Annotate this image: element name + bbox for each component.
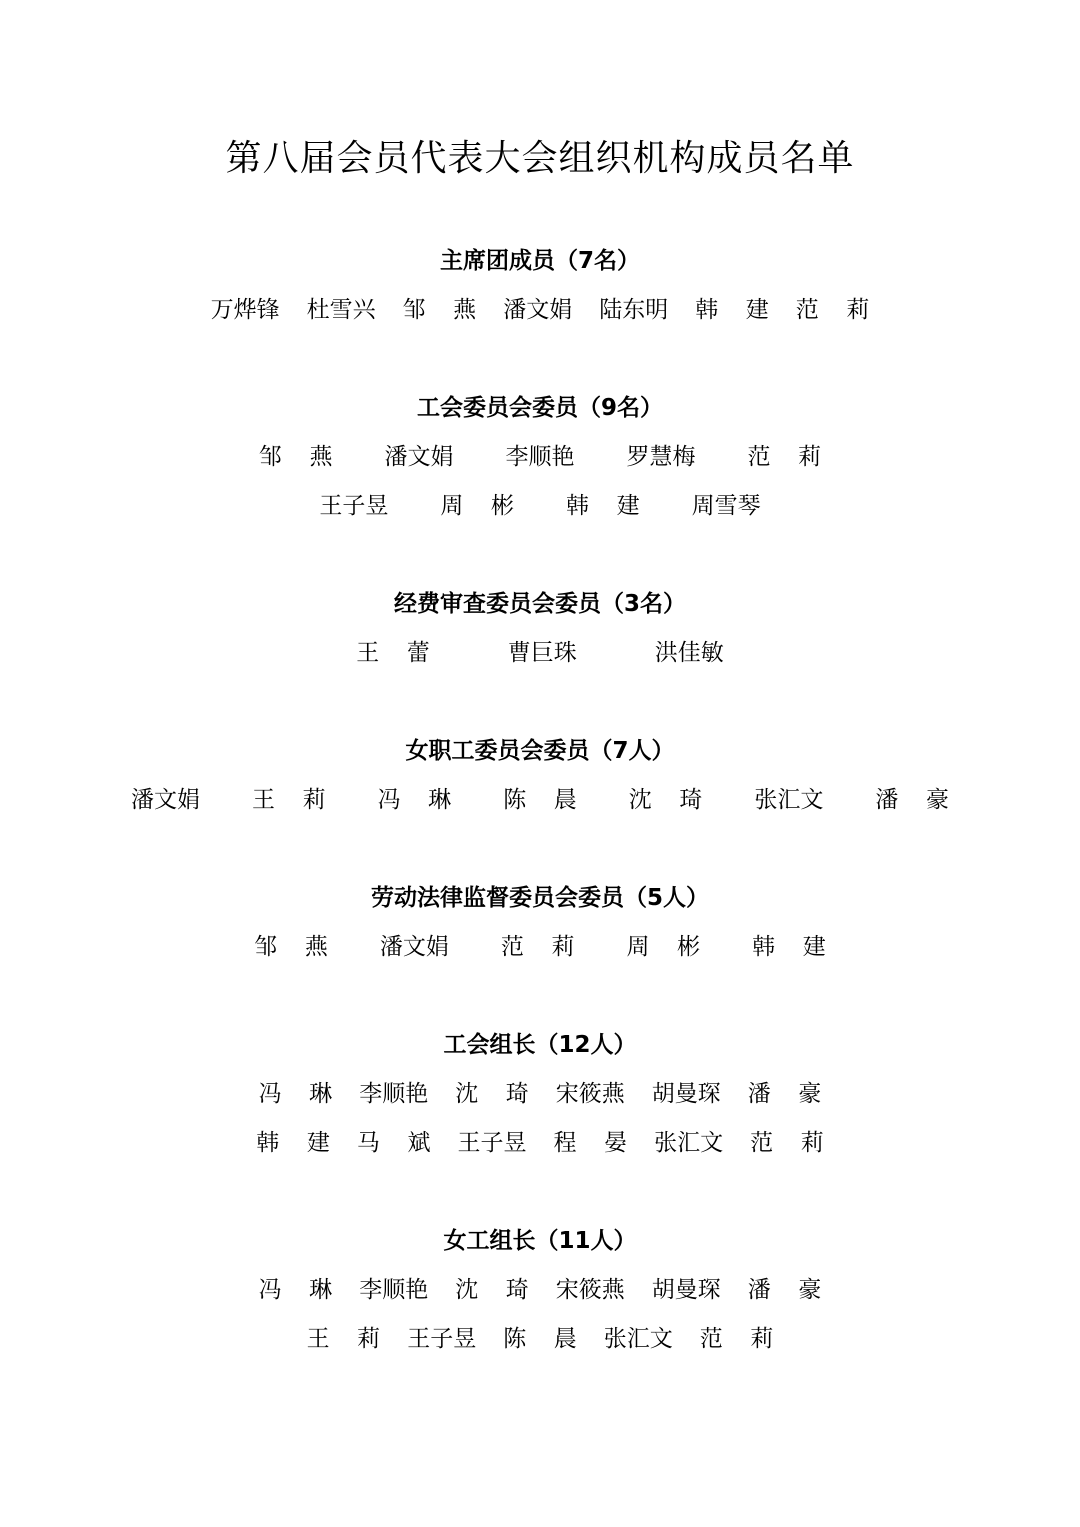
section-heading-committee: 工会委员会委员（9名） bbox=[416, 395, 663, 421]
section-row-group-leaders-2 bbox=[0, 1128, 1080, 1158]
section-row-committee-2 bbox=[0, 491, 1080, 521]
member-name: 邹燕 bbox=[254, 934, 356, 960]
member-name: 冯琳 bbox=[377, 787, 479, 813]
section-row-labor-law bbox=[0, 932, 1080, 962]
member-name: 潘豪 bbox=[747, 1081, 849, 1107]
member-name: 张汇文 bbox=[603, 1326, 673, 1352]
member-name: 曹巨珠 bbox=[507, 640, 577, 666]
section-heading-audit: 经费审查委员会委员（3名） bbox=[393, 591, 686, 617]
member-name: 潘文娟 bbox=[384, 444, 454, 470]
member-name: 宋筱燕 bbox=[555, 1081, 625, 1107]
member-name: 周彬 bbox=[440, 493, 542, 519]
section-heading-women-committee: 女职工委员会委员（7人） bbox=[405, 738, 675, 764]
member-name: 邹燕 bbox=[258, 444, 361, 470]
section-heading-presidium: 主席团成员（7名） bbox=[439, 248, 640, 274]
section-row-women-committee bbox=[0, 785, 1080, 815]
member-name: 王子昱 bbox=[457, 1130, 527, 1156]
member-name: 潘豪 bbox=[875, 787, 977, 813]
page-title: 第八届会员代表大会组织机构成员名单 bbox=[225, 138, 855, 179]
member-name: 胡曼琛 bbox=[651, 1277, 721, 1303]
section-row-women-group-leaders-1 bbox=[0, 1275, 1080, 1305]
member-name: 韩建 bbox=[566, 493, 668, 519]
member-name: 张汇文 bbox=[754, 787, 824, 813]
member-name: 李顺艳 bbox=[359, 1081, 429, 1107]
section-row-women-group-leaders-2 bbox=[0, 1324, 1080, 1354]
section-row-committee-1 bbox=[0, 442, 1080, 472]
member-name: 潘文娟 bbox=[379, 934, 449, 960]
member-name: 范莉 bbox=[500, 934, 603, 960]
member-name: 王莉 bbox=[306, 1326, 408, 1352]
member-name: 李顺艳 bbox=[505, 444, 575, 470]
member-name: 王蕾 bbox=[356, 640, 458, 666]
member-name: 范莉 bbox=[795, 297, 897, 323]
member-name: 周雪琴 bbox=[691, 493, 761, 519]
member-name: 韩建 bbox=[695, 297, 797, 323]
member-name: 胡曼琛 bbox=[651, 1081, 721, 1107]
member-name: 冯琳 bbox=[258, 1277, 360, 1303]
member-name: 李顺艳 bbox=[359, 1277, 429, 1303]
section-row-presidium bbox=[0, 295, 1080, 325]
member-name: 沈琦 bbox=[455, 1277, 557, 1303]
member-name: 程晏 bbox=[553, 1130, 655, 1156]
member-name: 张汇文 bbox=[654, 1130, 724, 1156]
member-name: 韩建 bbox=[752, 934, 854, 960]
section-row-audit bbox=[0, 638, 1080, 668]
member-name: 周彬 bbox=[626, 934, 728, 960]
member-name: 潘豪 bbox=[747, 1277, 849, 1303]
member-name: 冯琳 bbox=[258, 1081, 360, 1107]
member-name: 韩建 bbox=[256, 1130, 358, 1156]
member-name: 马斌 bbox=[356, 1130, 459, 1156]
member-name: 陆东明 bbox=[599, 297, 669, 323]
member-name: 范莉 bbox=[750, 1130, 852, 1156]
member-name: 陈晨 bbox=[503, 1326, 605, 1352]
member-name: 万烨锋 bbox=[210, 297, 280, 323]
member-name: 杜雪兴 bbox=[306, 297, 376, 323]
member-name: 潘文娟 bbox=[130, 787, 200, 813]
member-name: 陈晨 bbox=[503, 787, 605, 813]
member-name: 王莉 bbox=[251, 787, 354, 813]
section-heading-women-group-leaders: 女工组长（11人） bbox=[443, 1228, 637, 1254]
member-name: 宋筱燕 bbox=[555, 1277, 625, 1303]
member-name: 潘文娟 bbox=[503, 297, 573, 323]
section-heading-group-leaders: 工会组长（12人） bbox=[443, 1032, 637, 1058]
member-name: 范莉 bbox=[699, 1326, 801, 1352]
section-row-group-leaders-1 bbox=[0, 1079, 1080, 1109]
section-heading-labor-law: 劳动法律监督委员会委员（5人） bbox=[370, 885, 709, 911]
member-name: 王子昱 bbox=[319, 493, 389, 519]
member-name: 洪佳敏 bbox=[654, 640, 724, 666]
member-name: 王子昱 bbox=[407, 1326, 477, 1352]
member-name: 范莉 bbox=[747, 444, 849, 470]
member-name: 邹燕 bbox=[402, 297, 504, 323]
member-name: 沈琦 bbox=[628, 787, 730, 813]
member-name: 沈琦 bbox=[455, 1081, 557, 1107]
member-name: 罗慧梅 bbox=[626, 444, 696, 470]
